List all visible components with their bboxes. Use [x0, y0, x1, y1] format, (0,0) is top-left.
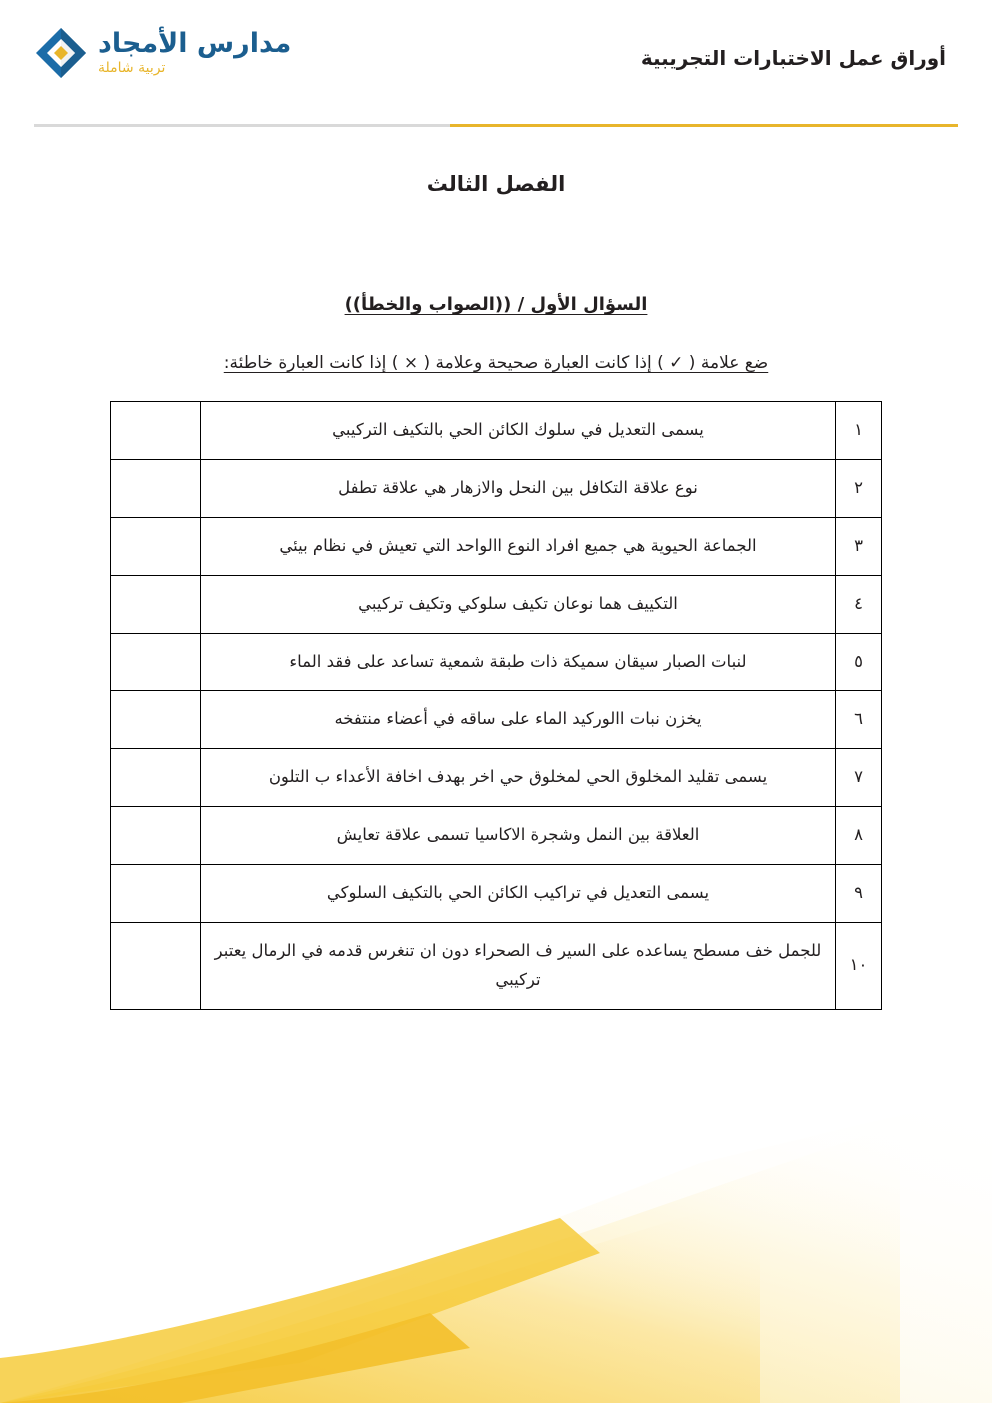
- logo-text: [98, 30, 291, 75]
- answer-cell[interactable]: [111, 633, 201, 691]
- answer-cell[interactable]: [111, 807, 201, 865]
- answer-cell[interactable]: [111, 691, 201, 749]
- row-number: ٤: [836, 575, 882, 633]
- answer-cell[interactable]: [111, 749, 201, 807]
- row-number: ١: [836, 402, 882, 460]
- row-number: ٧: [836, 749, 882, 807]
- logo-subtitle: تربية شاملة: [98, 59, 166, 76]
- row-number: ٨: [836, 807, 882, 865]
- table-row: [111, 633, 882, 691]
- row-number: ٩: [836, 865, 882, 923]
- question-heading: السؤال الأول / ((الصواب والخطأ)): [344, 294, 648, 315]
- row-number: ٥: [836, 633, 882, 691]
- answer-cell[interactable]: [111, 922, 201, 1009]
- school-logo: [34, 26, 291, 80]
- page-header: [0, 0, 992, 118]
- row-statement: التكييف هما نوعان تكيف سلوكي وتكيف تركيبي: [201, 575, 836, 633]
- header-divider: [34, 124, 958, 127]
- table-row: [111, 922, 882, 1009]
- row-statement: يسمى التعديل في سلوك الكائن الحي بالتكيف التركيبي: [201, 402, 836, 460]
- answer-cell[interactable]: [111, 402, 201, 460]
- footer-decoration: [0, 1103, 992, 1403]
- logo-name: مدارس الأمجاد: [98, 28, 292, 60]
- row-statement: العلاقة بين النمل وشجرة الاكاسيا تسمى علاقة تعايش: [201, 807, 836, 865]
- table-row: [111, 517, 882, 575]
- amjad-diamond-logo-icon: [34, 26, 88, 80]
- row-number: ١٠: [836, 922, 882, 1009]
- table-row: [111, 575, 882, 633]
- answer-cell[interactable]: [111, 865, 201, 923]
- table-row: [111, 691, 882, 749]
- table-row: [111, 459, 882, 517]
- row-number: ٦: [836, 691, 882, 749]
- row-statement: يخزن نبات االوركيد الماء على ساقه في أعضاء منتفخه: [201, 691, 836, 749]
- row-number: ٣: [836, 517, 882, 575]
- answer-cell[interactable]: [111, 517, 201, 575]
- row-statement: يسمى التعديل في تراكيب الكائن الحي بالتكيف السلوكي: [201, 865, 836, 923]
- chapter-title: الفصل الثالث: [426, 172, 566, 196]
- row-statement: نوع علاقة التكافل بين النحل والازهار هي علاقة تطفل: [201, 459, 836, 517]
- row-statement: يسمى تقليد المخلوق الحي لمخلوق حي اخر بهدف اخافة الأعداء ب التلون: [201, 749, 836, 807]
- row-number: ٢: [836, 459, 882, 517]
- table-row: [111, 749, 882, 807]
- row-statement: لنبات الصبار سيقان سميكة ذات طبقة شمعية تساعد على فقد الماء: [201, 633, 836, 691]
- table-body: [111, 402, 882, 1010]
- table-row: [111, 807, 882, 865]
- table-row: [111, 865, 882, 923]
- question-instruction: ضع علامة ( ✓ ) إذا كانت العبارة صحيحة وعلامة ( × ) إذا كانت العبارة خاطئة:: [223, 353, 769, 373]
- row-statement: الجماعة الحيوية هي جميع افراد النوع االواحد التي تعيش في نظام بيئي: [201, 517, 836, 575]
- true-false-table: [110, 401, 882, 1010]
- page-title: أوراق عمل الاختبارات التجريبية: [640, 46, 946, 70]
- document-body: [0, 172, 992, 1010]
- answer-cell[interactable]: [111, 459, 201, 517]
- row-statement: للجمل خف مسطح يساعده على السير ف الصحراء دون ان تنغرس قدمه في الرمال يعتبر تركيبي: [201, 922, 836, 1009]
- table-row: [111, 402, 882, 460]
- answer-cell[interactable]: [111, 575, 201, 633]
